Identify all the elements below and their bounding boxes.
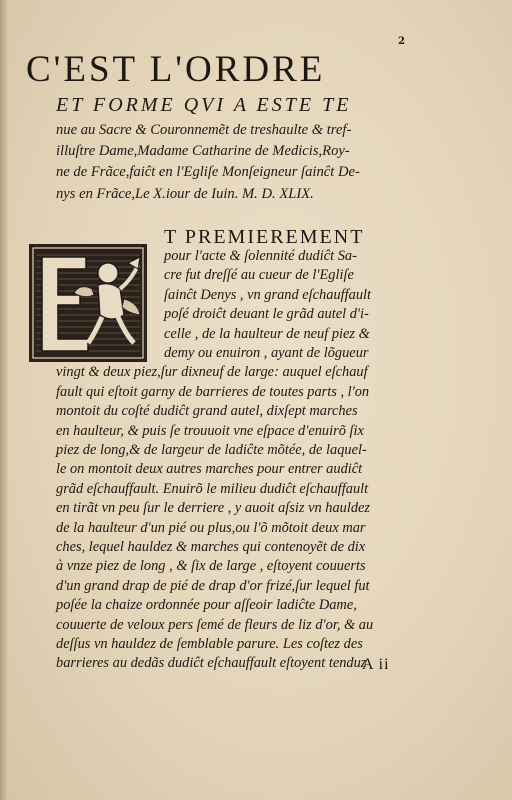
body-line: barrieres au dedãs dudiĉt eſchauffault eſtoyent tenduz	[56, 655, 367, 672]
body-line: piez de long,& de largeur de ladiĉte mõtée, de laquel-	[56, 442, 367, 458]
body-line: poſée la chaize ordonnée pour aſſeoir ladiĉte Dame,	[56, 597, 357, 614]
subtitle-line: ne de Frãce,faiĉt en l'Egliſe Monſeigneur ſainĉt De-	[56, 164, 360, 181]
body-line: en haulteur, & puis ſe trouuoit vne eſpace d'enuirõ ſix	[56, 422, 364, 439]
body-line: à vnze piez de long , & ſix de large , eſtoyent couuerts	[56, 558, 366, 575]
body-line: cre fut dreſſé au cueur de l'Egliſe	[164, 267, 354, 284]
body-line: montoit du coſté dudiĉt grand autel, dixſept marches	[56, 403, 358, 420]
body-line: poſé droiĉt deuant le grãd autel d'i-	[164, 306, 369, 323]
subtitle-block	[56, 120, 360, 205]
subtitle-line: illuſtre Dame,Madame Catharine de Medicis,Roy-	[56, 143, 350, 160]
body-line: celle , de la haulteur de neuf piez &	[164, 325, 370, 342]
body-line: fault qui eſtoit garny de barrieres de toutes parts , l'on	[56, 383, 370, 400]
body-line: demy ou enuiron , ayant de lõgueur	[164, 345, 369, 361]
subtitle-line: nue au Sacre & Couronnemẽt de treshaulte & tref-	[56, 122, 352, 138]
body-line: de la haulteur d'un pié ou plus,ou l'õ mõtoit deux mar	[56, 519, 366, 536]
body-line: pour l'acte & ſolennité dudiĉt Sa-	[164, 248, 357, 264]
body-line: d'un grand drap de pié de drap d'or frizé,ſur lequel fut	[56, 577, 370, 594]
decorated-initial-e-icon	[28, 243, 148, 363]
body-line: en tirãt vn peu ſur le derriere , y auoit aſsiz vn hauldez	[56, 500, 371, 517]
body-line: couuerte de veloux pers ſemé de fleurs de liz d'or, & au	[56, 616, 374, 633]
body-line: ches, lequel hauldez & marches qui contenoyẽt de dix	[56, 539, 366, 555]
signature-mark: A ii	[362, 656, 390, 673]
title-line-1: C'EST L'ORDRE	[26, 49, 326, 90]
opening-words: T PREMIEREMENT	[164, 226, 365, 248]
page-number: 2	[398, 36, 405, 47]
body-line: deſſus vn hauldez de ſemblable parure. Les coſtez des	[56, 636, 363, 652]
body-line: vingt & deux piez,ſur dixneuf de large: auquel eſchauf	[56, 364, 368, 381]
page-gutter-edge	[0, 0, 8, 800]
title-line-2: ET FORME QVI A ESTE TE	[56, 94, 352, 116]
body-line: ſainĉt Denys , vn grand eſchauffault	[164, 286, 372, 303]
body-line: le on montoit deux autres marches pour entrer audiĉt	[56, 461, 363, 478]
body-line: grãd eſchauffault. Enuirõ le milieu dudiĉt eſchauffault	[56, 480, 369, 497]
subtitle-line: nys en Frãce,Le X.iour de Iuin. M. D. XLIX.	[56, 185, 314, 202]
